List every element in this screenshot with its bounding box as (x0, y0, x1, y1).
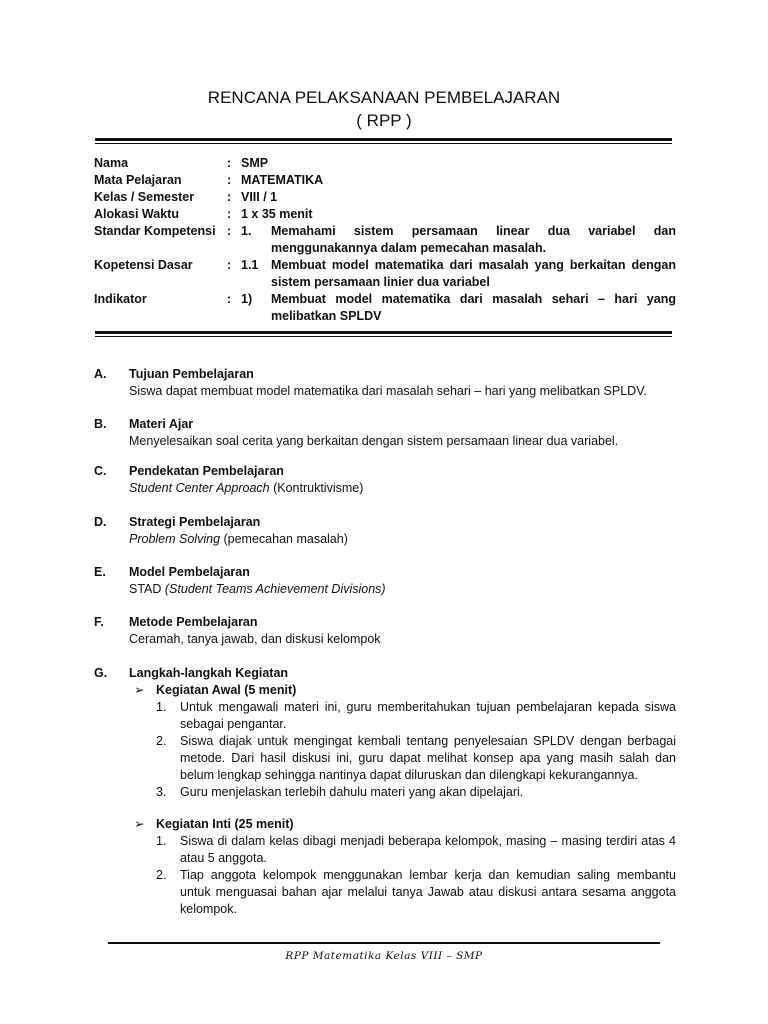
section-text-plain: (Kontruktivisme) (269, 481, 364, 495)
identity-label: Alokasi Waktu (94, 207, 179, 221)
identity-colon: : (227, 173, 232, 187)
section-text: Menyelesaikan soal cerita yang berkaitan dengan sistem persamaan linear dua variabel. (129, 434, 619, 448)
identity-number: 1. (241, 224, 252, 238)
section-text-italic: Problem Solving (129, 532, 221, 546)
list-item-number: 2. (156, 868, 167, 882)
section-letter: C. (94, 464, 107, 478)
kegiatan-inti-heading (134, 816, 679, 833)
identity-label: Kopetensi Dasar (94, 258, 193, 272)
identity-label: Kelas / Semester (94, 190, 195, 204)
identity-row (94, 172, 676, 189)
identity-number: 1.1 (241, 258, 259, 272)
identity-table (94, 155, 676, 325)
section-text-plain: STAD (129, 582, 165, 596)
top-rule-thin (95, 143, 672, 144)
section-heading: Pendekatan Pembelajaran (129, 464, 284, 478)
document-subtitle: ( RPP ) (356, 111, 412, 130)
section-heading: Model Pembelajaran (129, 565, 250, 579)
list-item-text: Tiap anggota kelompok menggunakan lembar kerja dan kemudian saling membantu untuk menguasai bahan ajar melalui tanya Jawab atau diskusi antara sesama anggota kelompok. (180, 868, 676, 916)
section-text: Siswa dapat membuat model matematika dari masalah sehari – hari yang melibatkan SPLDV. (129, 384, 647, 398)
section-heading: Metode Pembelajaran (129, 615, 258, 629)
list-item-number: 1. (156, 834, 167, 848)
section-e (94, 564, 679, 598)
kegiatan-awal-list (156, 699, 676, 801)
identity-colon: : (227, 292, 232, 306)
identity-colon: : (227, 224, 232, 238)
list-item (156, 867, 676, 918)
top-rule-thick (95, 138, 672, 141)
list-item-text: Untuk mengawali materi ini, guru memberitahukan tujuan pembelajaran kepada siswa sebagai pengantar. (180, 700, 676, 731)
section-letter: F. (94, 615, 104, 629)
section-heading: Strategi Pembelajaran (129, 515, 261, 529)
list-item-text: Siswa diajak untuk mengingat kembali tentang penyelesaian SPLDV dengan berbagai metode. Dari hasil diskusi ini, guru dapat melihat konsep apa yang masih salah dan belum lengkap sehingga nantinya dapat diluruskan dan dilengkapi kekurangannya. (180, 734, 676, 782)
list-item-number: 1. (156, 700, 167, 714)
identity-colon: : (227, 207, 232, 221)
section-letter: D. (94, 515, 107, 529)
section-letter: A. (94, 367, 107, 381)
list-item-text: Guru menjelaskan terlebih dahulu materi yang akan dipelajari. (180, 785, 524, 799)
identity-colon: : (227, 156, 232, 170)
section-heading: Materi Ajar (129, 417, 194, 431)
section-d (94, 514, 679, 548)
arrow-bullet-icon: ➢ (134, 683, 145, 697)
arrow-bullet-icon: ➢ (134, 817, 145, 831)
identity-row (94, 291, 676, 325)
section-f (94, 614, 679, 648)
identity-label: Mata Pelajaran (94, 173, 182, 187)
section-c (94, 463, 679, 497)
section-heading: Tujuan Pembelajaran (129, 367, 254, 381)
section-text (129, 480, 679, 497)
section-b (94, 416, 679, 450)
identity-row (94, 189, 676, 206)
section-text: Ceramah, tanya jawab, dan diskusi kelompok (129, 632, 381, 646)
list-item-number: 2. (156, 734, 167, 748)
list-item (156, 784, 676, 801)
identity-value: Membuat model matematika dari masalah yang berkaitan dengan sistem persamaan linier dua variabel (271, 258, 676, 289)
kegiatan-inti-list (156, 833, 676, 918)
identity-colon: : (227, 258, 232, 272)
section-text-italic: (Student Teams Achievement Divisions) (164, 582, 386, 596)
list-item-number: 3. (156, 785, 167, 799)
section-letter: B. (94, 417, 107, 431)
kegiatan-awal-title: Kegiatan Awal (5 menit) (156, 683, 297, 697)
identity-label: Indikator (94, 292, 147, 306)
section-text-italic: Student Center Approach (129, 481, 270, 495)
kegiatan-awal-heading (134, 682, 679, 699)
identity-row (94, 257, 676, 291)
footer-rule (108, 942, 660, 944)
section-heading: Langkah-langkah Kegiatan (129, 666, 289, 680)
identity-label: Nama (94, 156, 129, 170)
list-item (156, 733, 676, 784)
document-title: RENCANA PELAKSANAAN PEMBELAJARAN (207, 88, 561, 107)
page-footer: RPP Matematika Kelas VIII – SMP (285, 950, 483, 962)
identity-value: Membuat model matematika dari masalah sehari – hari yang melibatkan SPLDV (271, 292, 676, 323)
section-g (94, 665, 679, 682)
identity-row (94, 223, 676, 257)
identity-colon: : (227, 190, 232, 204)
identity-row (94, 155, 676, 172)
section-a (94, 366, 679, 400)
section-text (129, 581, 679, 598)
identity-value: VIII / 1 (241, 190, 278, 204)
section-text (129, 531, 679, 548)
bottom-rule-thick (95, 331, 672, 334)
identity-value: MATEMATIKA (241, 173, 324, 187)
identity-value: SMP (241, 156, 269, 170)
section-text-plain: (pemecahan masalah) (220, 532, 348, 546)
identity-row (94, 206, 676, 223)
bottom-rule-thin (95, 336, 672, 337)
identity-number: 1) (241, 292, 253, 306)
list-item-text: Siswa di dalam kelas dibagi menjadi beberapa kelompok, masing – masing terdiri atas 4 atau 5 anggota. (180, 834, 676, 865)
identity-value: 1 x 35 menit (241, 207, 313, 221)
list-item (156, 833, 676, 867)
section-letter: G. (94, 666, 108, 680)
identity-label: Standar Kompetensi (94, 224, 216, 238)
identity-value: Memahami sistem persamaan linear dua variabel dan menggunakannya dalam pemecahan masalah. (271, 224, 676, 255)
section-letter: E. (94, 565, 106, 579)
list-item (156, 699, 676, 733)
kegiatan-inti-title: Kegiatan Inti (25 menit) (156, 817, 294, 831)
